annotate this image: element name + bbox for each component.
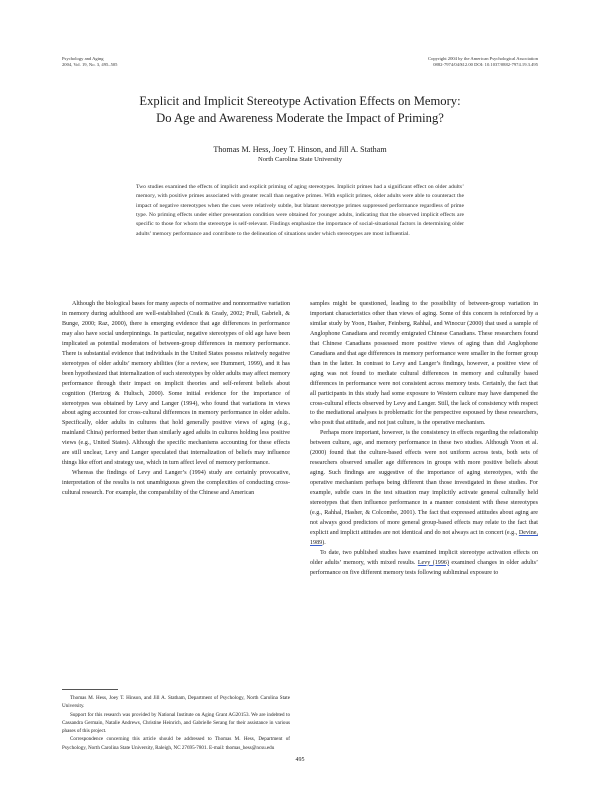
paragraph xyxy=(310,429,538,548)
journal-name: Psychology and Aging xyxy=(62,56,104,61)
paragraph-text: Perhaps more important, however, is the consistency in effects regarding the relationship between culture, age, and memory performance in these two studies. Although Yoon et al. (2000) found that the culture-based effects were not uniform across tests, both sets of researchers observed smaller age differences in groups with more positive beliefs about aging. Such findings are suggestive of the importance of aging stereotypes, with the operative mechanism perhaps being different than those investigated in these studies. For example, subtle cues in the test situation may implicitly activate general culturally held stereotypes that then influence performance in a manner consistent with these stereotypes (e.g., Rahhal, Hasher, & Colcombe, 2001). The fact that expressed attitudes about aging are not always good predictors of more general group-based effects may relate to the fact that explicit and implicit attitudes are not identical and do not always act in concert (e.g., xyxy=(310,430,538,536)
footnote-affiliation: Thomas M. Hess, Joey T. Hinson, and Jill A. Statham, Department of Psychology, North Carolina State University. xyxy=(62,695,290,710)
footnote-support: Support for this research was provided by National Institute on Aging Grant AG20153. We are indebted to Cassandra Germain, Natalie Andrews, Christine Heinrich, and Gabrielle Serang for their assistance in various phases of this project. xyxy=(62,711,290,735)
paragraph: Whereas the findings of Levy and Langer’s (1994) study are certainly provocative, interpretation of the results is not unambiguous given the complexities of conducting cross-cultural research. For example, the comparability of the Chinese and American xyxy=(62,470,290,497)
abstract: Two studies examined the effects of implicit and explicit priming of aging stereotypes. Implicit primes had a significant effect on older adults’ memory, with positive primes associated with greater recall than negative primes. With explicit primes, older adults were able to counteract the impact of negative stereotypes when the cues were relatively subtle, but blatant stereotype primes suppressed performance regardless of prime type. No priming effects under either presentation condition were obtained for younger adults, indicating that the observed implicit effects are specific to those for whom the stereotype is self-relevant. Findings emphasize the importance of social-situational factors in determining older adults’ memory performance and contribute to the delineation of situations under which stereotypes are most influential. xyxy=(136,184,464,237)
left-column xyxy=(62,300,290,499)
doi-line: 0882-7974/04/$12.00 DOI: 10.1037/0882-7974.19.3.495 xyxy=(433,61,538,67)
copyright-notice: Copyright 2004 by the American Psychological Association xyxy=(428,56,538,61)
paragraph xyxy=(310,549,538,579)
paragraph-text: To date, two published studies have examined implicit stereotype activation effects on older adults’ memory, with mixed results. xyxy=(310,549,538,566)
citation-link-levy[interactable]: Levy (1996) xyxy=(417,559,449,566)
copyright-header xyxy=(428,56,538,67)
author-list: Thomas M. Hess, Joey T. Hinson, and Jill A. Statham xyxy=(213,145,387,154)
page-number: 495 xyxy=(295,757,305,763)
paragraph-text: examined changes in older adults’ performance on five different memory tests following subliminal exposure to xyxy=(310,559,538,576)
paragraph: Although the biological bases for many aspects of normative and nonnormative variation in memory during adulthood are well-established (Craik & Grady, 2002; Prull, Gabrieli, & Bunge, 2000; Raz, 2000), there is emerging evidence that age differences in performance may also have social underpinnings. In particular, negative stereotypes of old age have been implicated as potential moderators of between-group differences in memory performance. There is substantial evidence that individuals in the United States possess relatively negative stereotypes of older adults’ memory abilities (for a review, see Hummert, 1999), and it has been hypothesized that internalization of such stereotypes by older adults may affect memory performance through their impact on implicit theories and self-referent beliefs about cognition (Hertzog & Hultsch, 2000). Some initial evidence for the importance of stereotypes was obtained by Levy and Langer (1994), who found that variations in views about aging accounted for cross-cultural differences in memory performance in older adults. Specifically, older adults in cultures that hold generally positive views of aging (e.g., mainland China) performed better than similarly aged adults in cultures holding less positive views (e.g., United States). Although the specific mechanisms accounting for these effects are still unclear, Levy and Langer speculated that internalization of beliefs may influence things like effort and strategy use, which in turn affect level of memory performance. xyxy=(62,301,290,467)
paragraph: samples might be questioned, leading to the possibility of between-group variation in important characteristics other than views of aging. Some of this concern is reinforced by a similar study by Yoon, Hasher, Feinberg, Rahhal, and Winocur (2000) that used a sample of Anglophone Canadians and recently emigrated Chinese Canadians. These researchers found that Chinese Canadians possessed more positive views of aging than did Anglophone Canadians and that age differences in memory performance were smaller in the former group than in the latter. In contrast to Levy and Langer’s findings, however, a positive view of aging was not found to mediate cultural differences in memory and culturally based differences in performance were not consistent across memory tests. Certainly, the fact that all participants in this study had some exposure to Western culture may have dampened the cross-cultural effects observed by Levy and Langer. Still, the lack of consistency with respect to the mediational analyses is problematic for the perspective espoused by these researchers, who posit that attitude, and not just culture, is the operative mechanism. xyxy=(310,301,538,427)
journal-header xyxy=(62,56,117,67)
title-line-2: Do Age and Awareness Moderate the Impact of Priming? xyxy=(156,111,444,125)
title-line-1: Explicit and Implicit Stereotype Activation Effects on Memory: xyxy=(139,94,461,108)
author-note xyxy=(62,694,290,752)
citation-link-devine[interactable]: Devine, 1989 xyxy=(310,529,538,546)
footnote-divider xyxy=(62,689,118,690)
footnote-correspondence: Correspondence concerning this article should be addressed to Thomas M. Hess, Department of Psychology, North Carolina State University, Raleigh, NC 27695-7801. E-mail: thomas_hess@ncsu.edu xyxy=(62,736,290,751)
affiliation: North Carolina State University xyxy=(257,156,343,163)
paragraph-text: ). xyxy=(322,539,326,546)
journal-citation: 2004, Vol. 19, No. 3, 495–505 xyxy=(62,61,118,67)
right-column xyxy=(310,300,538,579)
article-title xyxy=(62,93,538,127)
